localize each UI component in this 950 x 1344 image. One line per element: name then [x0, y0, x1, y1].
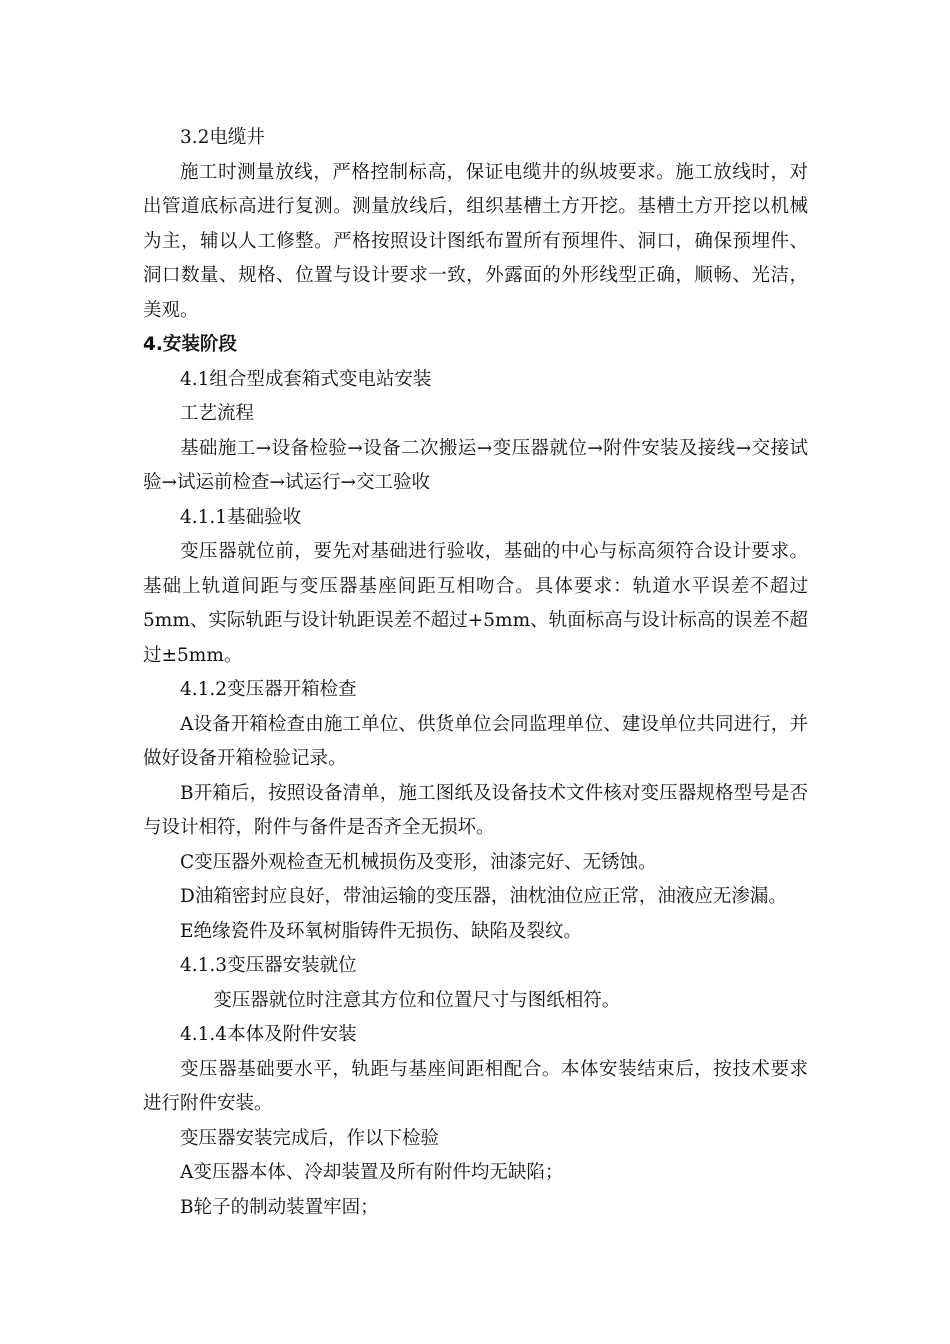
cable-well-paragraph: 施工时测量放线，严格控制标高，保证电缆井的纵坡要求。施工放线时，对出管道底标高进行复测。测量放线后，组织基槽土方开挖。基槽土方开挖以机械为主，辅以人工修整。严格按照设计图纸布置所有预埋件、洞口，确保预埋件、洞口数量、规格、位置与设计要求一致，外露面的外形线型正确，顺畅、光洁，美观。: [143, 161, 808, 321]
foundation-acceptance-paragraph: 变压器就位前，要先对基础进行验收，基础的中心与标高须符合设计要求。基础上轨道间距与变压器基座间距互相吻合。具体要求：轨道水平误差不超过5mm、实际轨距与设计轨距误差不超过+5mm、轨面标高与设计标高的误差不超过±5mm。: [143, 541, 808, 666]
subsection-heading-4-1-2: 4.1.2变压器开箱检查: [180, 679, 357, 700]
inspection-intro: 变压器安装完成后，作以下检验: [180, 1127, 440, 1149]
subsection-heading-4-1: 4.1组合型成套箱式变电站安装: [180, 368, 432, 390]
document-body: [143, 121, 808, 1225]
list-item-d: D油箱密封应良好，带油运输的变压器，油枕油位应正常，油液应无渗漏。: [180, 886, 787, 907]
inspection-item-b: B轮子的制动装置牢固；: [180, 1196, 379, 1218]
process-flow-paragraph: 基础施工→设备检验→设备二次搬运→变压器就位→附件安装及接线→交接试验→试运前检查→试运行→交工验收: [143, 437, 808, 493]
inspection-item-a: A变压器本体、冷却装置及所有附件均无缺陷；: [180, 1162, 564, 1183]
subsection-heading-4-1-4: 4.1.4本体及附件安装: [180, 1024, 357, 1045]
list-item-e: E绝缘瓷件及环氧树脂铸件无损伤、缺陷及裂纹。: [180, 920, 583, 942]
section-heading-4: 4.安装阶段: [143, 334, 237, 355]
list-item-c: C变压器外观检查无机械损伤及变形，油漆完好、无锈蚀。: [180, 851, 657, 873]
list-item-b: B开箱后，按照设备清单，施工图纸及设备技术文件核对变压器规格型号是否与设计相符，附件与备件是否齐全无损坏。: [143, 782, 808, 838]
subsection-heading-3-2: 3.2电缆井: [180, 127, 265, 148]
list-item-a: A设备开箱检查由施工单位、供货单位会同监理单位、建设单位共同进行，并做好设备开箱检验记录。: [143, 713, 808, 769]
subsection-heading-4-1-3: 4.1.3变压器安装就位: [180, 955, 357, 976]
positioning-paragraph: 变压器就位时注意其方位和位置尺寸与图纸相符。: [213, 989, 621, 1011]
subsection-heading-4-1-1: 4.1.1基础验收: [180, 506, 302, 528]
process-flow-label: 工艺流程: [180, 403, 255, 424]
installation-paragraph: 变压器基础要水平，轨距与基座间距相配合。本体安装结束后，按技术要求进行附件安装。: [143, 1058, 808, 1114]
